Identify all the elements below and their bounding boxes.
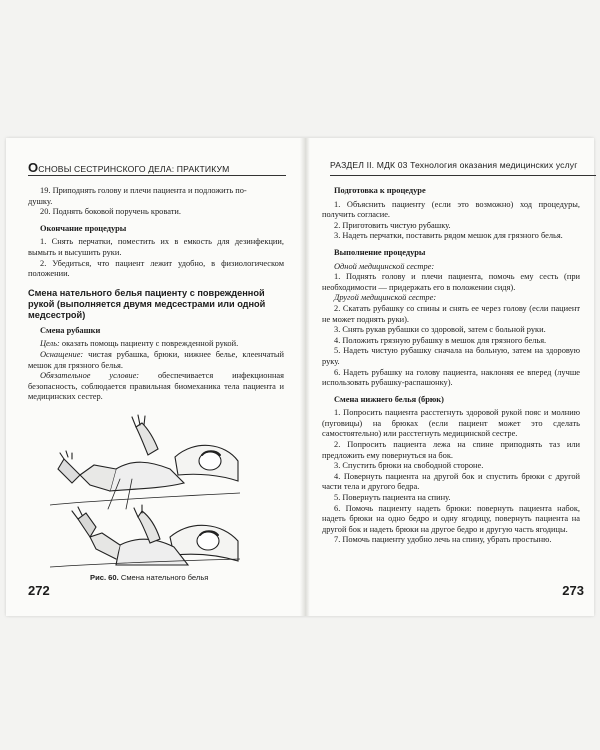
step-20: 20. Поднять боковой поручень кровати. [40,207,181,217]
exec-step-3: 3. Снять рукав рубашки со здоровой, затем с больной руки. [334,325,546,335]
step-19-line2: душку. [28,196,53,206]
left-page [6,138,300,616]
exec-step-2: 2. Скатать рубашку со спины и снять ее через голову (если пациент не может поднять руки). [322,303,580,324]
exec-step-4: 4. Положить грязную рубашку в мешок для грязного белья. [334,335,547,345]
prep-step-1: 1. Объяснить пациенту (если это возможно) ход процедуры, получить согласие. [322,199,580,220]
left-content [28,186,284,584]
exec-step-6: 6. Надеть рубашку на голову пациента, наклоняя ее вперед (лучше использовать рубашку-распашонку). [322,367,580,388]
page-number-left: 272 [28,583,50,598]
figure-label: Рис. 60. [90,572,119,582]
prep-step-3: 3. Надеть перчатки, поставить рядом мешок для грязного белья. [334,231,563,241]
condition-text: обеспечивается инфекционная безопасность, соблюдается правильная биомеханика тела пациента и медицинских сестер. [28,371,284,402]
prep-step-2: 2. Приготовить чистую рубашку. [334,220,451,230]
left-running-header [28,160,286,176]
pants-step-6: 6. Помочь пациенту надеть брюки: повернуть пациента набок, надеть брюки на одно бедро и одну ягодицу, повернуть пациента на другой бок и надеть брюки на другое бедро и другую часть ягодицы. [322,503,580,534]
second-nurse-label: Другой медицинской сестре: [334,293,437,303]
pants-step-2: 2. Попросить пациента лежа на спине приподнять таз или предложить ему повернуться на бок. [322,440,580,460]
shirt-change-heading: Смена рубашки [40,325,101,335]
pants-step-1: 1. Попросить пациента расстегнуть здоровой рукой пояс и молнию (пуговицы) на брюках (если пациент может это сделать самостоятельно) или расстегнуть медицинской сестре. [322,408,580,439]
pants-heading: Смена нижнего белья (брюк) [334,394,444,404]
step-19-line1: 19. Приподнять голову и плечи пациента и подложить по- [40,186,247,195]
condition-label: Обязательное условие: [40,371,140,381]
book-gutter [300,138,310,616]
page-number-right: 273 [562,583,584,598]
header-title: СНОВЫ СЕСТРИНСКОГО ДЕЛА: ПРАКТИКУМ [38,164,230,174]
section-title: Смена нательного белья пациенту с поврежденной рукой (выполняется двумя медсестрами или одной медсестрой) [28,287,266,320]
figure-illustration [50,409,240,569]
exec-step-1: 1. Поднять голову и плечи пациента, помочь ему сесть (при необходимости — придержать его в положении сидя). [322,272,580,292]
right-page [310,138,594,616]
patient-illustration [50,409,240,569]
figure-caption [90,573,284,584]
exec-step-5: 5. Надеть чистую рубашку сначала на больную, затем на здоровую руку. [322,346,580,366]
condition-paragraph [28,371,284,403]
pants-step-4: 4. Повернуть пациента на другой бок и спустить брюки с другой части тела и другого бедра. [322,471,580,492]
header-initial: О [28,160,39,175]
pants-step-5: 5. Повернуть пациента на спину. [334,493,451,503]
pants-step-7: 7. Помочь пациенту удобно лечь на спину, убрать простыню. [334,535,552,545]
goal-text: оказать помощь пациенту с поврежденной рукой. [59,339,239,349]
goal-label: Цель: [40,339,60,349]
figure-caption-text: Смена нательного белья [118,572,209,582]
goal-paragraph [28,339,284,350]
right-content [322,186,580,546]
equipment-text: чистая рубашка, брюки, нижнее белье, клеенчатый мешок для грязного белья. [28,349,284,370]
pants-step-3: 3. Спустить брюки на свободной стороне. [334,461,484,471]
exec-heading: Выполнение процедуры [334,247,426,257]
end-step-1: 1. Снять перчатки, поместить их в емкость для дезинфекции, вымыть и высушить руки. [28,237,284,257]
end-step-2: 2. Убедиться, что пациент лежит удобно, в физиологическом положении. [28,258,284,279]
equipment-paragraph [28,350,284,371]
prep-heading: Подготовка к процедуре [334,186,426,195]
right-running-header: РАЗДЕЛ II. МДК 03 Технология оказания медицинских услуг [330,160,596,176]
end-procedure-heading: Окончание процедуры [40,223,127,233]
book-spread [6,138,594,616]
first-nurse-label: Одной медицинской сестре: [334,261,435,271]
equipment-label: Оснащение: [40,349,84,359]
